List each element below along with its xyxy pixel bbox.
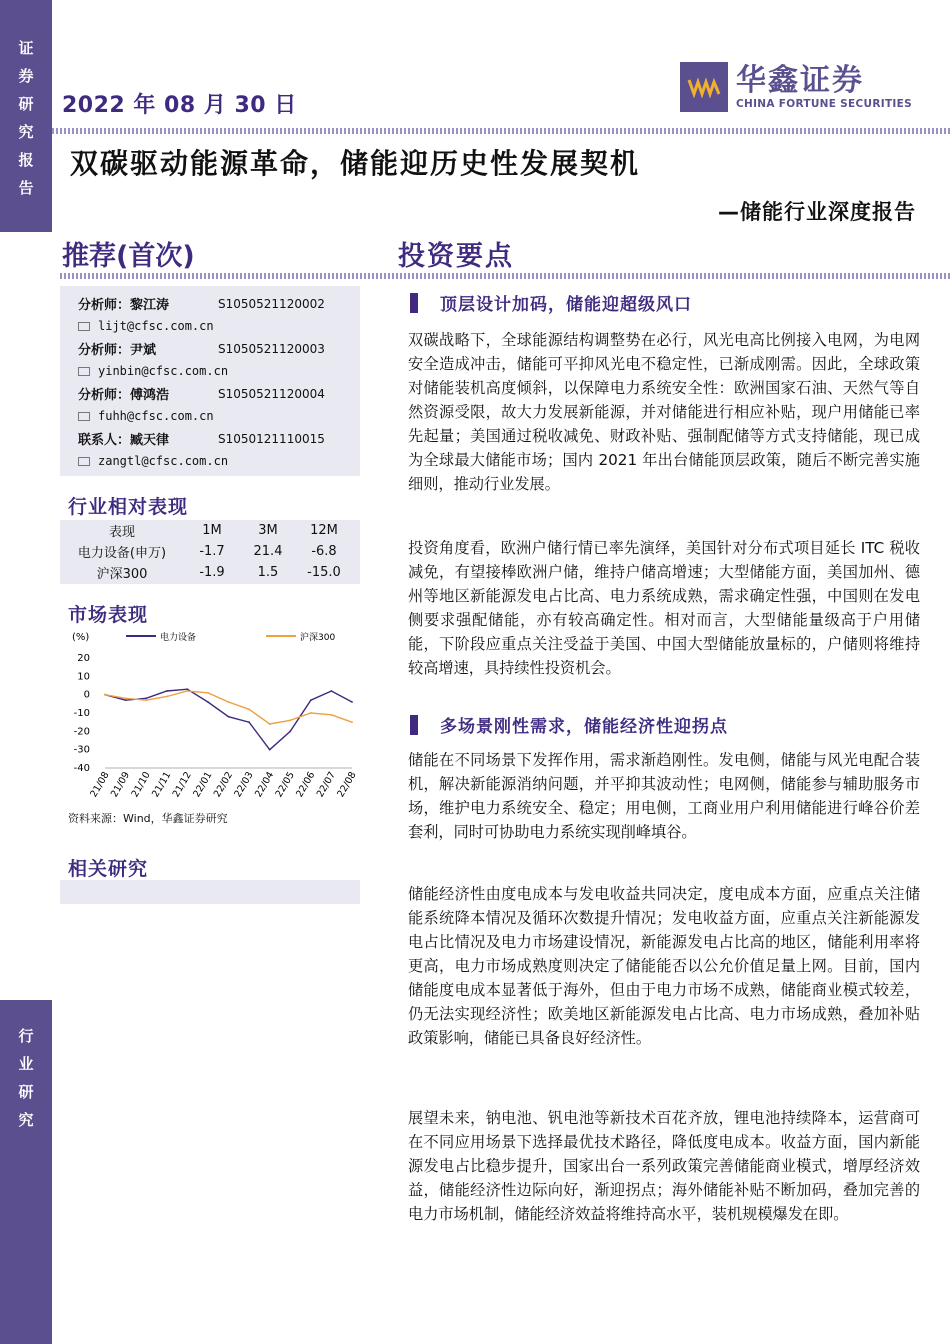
analyst-email-row [78,360,348,382]
analyst-name: 分析师：尹斌 [78,343,157,358]
table-cell: 3M [258,523,278,538]
data-point [228,716,230,718]
y-axis-label: (%) [72,632,90,643]
heading-marker [410,715,418,735]
company-logo [680,62,912,112]
analyst-row [78,427,348,450]
paragraph: 储能经济性由度电成本与发电收益共同决定，度电成本方面，应重点关注储能系统降本情况及循环次数提升情况；发电收益方面，应重点关注新能源发电占比情况及电力市场建设情况，新能源发电占比高的地区，储能利用率将更高，电力市场成熟度则决定了储能能否以公允价值足量上网。目前，国内储能度电成本显著低于海外，但由于电力市场不成熟，储能商业模式较差，仍无法实现经济性；欧美地区新能源发电占比高、电力市场成熟，叠加补贴政策影响，储能已具备良好经济性。 [408,885,920,1047]
x-tick-label: 22/03 [232,770,256,800]
table-cell: -6.8 [311,544,337,559]
paragraph: 双碳战略下，全球能源结构调整势在必行，风光电高比例接入电网，为电网安全造成冲击，储能可平抑风光电不稳定性，已渐成刚需。因此，全球政策对储能装机高度倾斜，以保障电力系统安全性：欧洲国家石油、天然气等自然资源受限，故大力发展新能源，并对储能进行相应补贴，现户用储能已率先起量；美国通过税收减免、财政补贴、强制配储等方式支持储能，现已成为全球最大储能市场；国内 2021 年出台储能顶层政策，随后不断完善实施细则，推动行业发展。 [408,331,920,493]
side-label-bottom [0,1000,52,1344]
rating: 推荐(首次) [62,241,195,272]
analyst-box [60,286,360,476]
section-heading [410,712,728,737]
table-row [60,541,360,562]
data-point [248,721,250,723]
market-heading: 市场表现 [68,604,149,626]
data-point [310,712,312,714]
section-heading-text: 顶层设计加码，储能迎超级风口 [440,295,692,315]
data-point [351,721,353,723]
table-cell: -1.9 [199,565,225,580]
report-title: 双碳驱动能源革命，储能迎历史性发展契机 [70,147,641,180]
perf-table [60,520,360,584]
analyst-row [78,382,348,405]
analyst-email-row [78,315,348,337]
analyst-email[interactable]: yinbin@cfsc.com.cn [98,364,229,378]
analyst-email-row [78,450,348,472]
analyst-id: S1050521120002 [218,296,325,311]
data-point [166,696,168,698]
data-point [351,701,353,703]
table-cell: 电力设备(申万) [77,546,167,561]
paragraph: 储能在不同场景下发挥作用，需求渐趋刚性。发电侧，储能与风光电配合装机，解决新能源消纳问题，并平抑其波动性；电网侧，储能参与辅助服务市场，维护电力系统安全、稳定；用电侧，工商业用户利用储能进行峰谷价差套利，同时可协助电力系统实现削峰填谷。 [408,751,920,841]
data-point [228,701,230,703]
chart-svg [60,626,360,810]
analyst-name: 分析师：黎江涛 [78,298,170,313]
analyst-id: S1050521120004 [218,386,325,401]
data-point [331,714,333,716]
side-char: 究 [18,123,34,141]
side-char: 告 [18,179,34,197]
heading-marker [410,293,418,313]
data-point [145,697,147,699]
mail-icon [78,412,90,421]
x-tick-label: 21/09 [108,770,133,800]
side-char: 证 [18,39,34,57]
logo-en: CHINA FORTUNE SECURITIES [736,98,912,110]
data-point [269,723,271,725]
x-tick-label: 21/11 [150,770,174,800]
analyst-email[interactable]: lijt@cfsc.com.cn [98,319,214,333]
paragraph: 展望未来，钠电池、钒电池等新技术百花齐放，锂电池持续降本，运营商可在不同应用场景下选择最优技术路径，降低度电成本。收益方面，国内新能源发电占比稳步提升，国家出台一系列政策完善储能商业模式，增厚经济效益，储能经济性边际向好，渐迎拐点；海外储能补贴不断加码，叠加完善的电力市场机制，储能经济效益将维持高水平，装机规模爆发在即。 [408,1109,920,1223]
section-heading-text: 多场景刚性需求，储能经济性迎拐点 [440,717,728,737]
data-point [207,692,209,694]
paragraph: 投资角度看，欧洲户储行情已率先演绎，美国针对分布式项目延长 ITC 税收减免，有望接棒欧洲户储，维持户储高增速；大型储能方面，美国加州、德州等地区新能源发电占比高、电力系统成熟，需求确定性强，中国则在发电侧要求强配储能，亦有较高确定性。相对而言，大型储能量级高于户用储能，下阶段应重点关注受益于美国、中国大型储能放量标的，户储则将维持较高增速，具持续性投资机会。 [408,539,920,677]
data-point [248,708,250,710]
table-cell: 21.4 [253,544,283,559]
side-char: 究 [18,1111,34,1129]
x-tick-label: 21/12 [170,770,194,800]
x-tick-label: 22/05 [273,770,297,800]
x-tick-label: 22/02 [211,770,236,800]
x-tick-label: 21/08 [88,770,112,800]
chart-source: 资料来源：Wind，华鑫证券研究 [68,812,228,825]
analyst-email[interactable]: fuhh@cfsc.com.cn [98,409,214,423]
analyst-name: 联系人：臧天律 [78,433,170,448]
table-row [60,562,360,583]
x-tick-label: 22/07 [314,770,339,800]
divider [52,128,950,134]
analyst-name: 分析师：傅鸿浩 [78,388,170,403]
y-tick-label: -10 [73,708,90,719]
mail-icon [78,367,90,376]
x-tick-label: 21/10 [129,770,153,800]
x-tick-label: 22/01 [191,770,215,800]
data-point [289,730,291,732]
table-header [60,520,360,541]
side-char: 行 [18,1027,34,1045]
side-char: 券 [18,67,34,85]
x-tick-label: 22/04 [253,770,277,800]
y-tick-label: 0 [83,689,90,701]
data-point [125,699,127,701]
data-point [269,749,271,751]
table-cell: 12M [310,523,338,538]
side-char: 业 [18,1055,34,1073]
report-date: 2022 年 08 月 30 日 [62,93,297,118]
y-tick-label: 10 [77,671,90,683]
side-char: 报 [18,151,34,169]
analyst-id: S1050521120003 [218,341,325,356]
analyst-row [78,337,348,360]
table-cell: -1.7 [199,544,225,559]
table-cell: 表现 [108,525,135,540]
mail-icon [78,457,90,466]
mail-icon [78,322,90,331]
side-char: 研 [18,1083,34,1101]
data-point [186,688,188,690]
legend-label: 沪深300 [300,633,336,643]
report-subtitle: —储能行业深度报告 [718,200,916,224]
analyst-id: S1050121110015 [218,431,325,446]
y-tick-label: 20 [77,653,90,664]
divider [60,273,950,279]
data-point [289,719,291,721]
data-point [104,694,106,696]
table-cell: -15.0 [307,565,341,580]
data-point [186,690,188,692]
y-tick-label: -40 [73,763,90,774]
related-box [60,880,360,904]
side-label-top [0,0,52,232]
logo-icon [680,62,728,112]
analyst-row [78,292,348,315]
series-line [105,691,352,724]
y-tick-label: -30 [73,744,90,756]
y-tick-label: -20 [73,726,90,738]
section-heading [410,290,692,315]
related-heading: 相关研究 [68,858,149,880]
industry-perf-heading: 行业相对表现 [68,496,189,518]
data-point [166,690,168,692]
data-point [125,697,127,699]
keypoints-title: 投资要点 [398,241,514,272]
data-point [331,690,333,692]
legend-label: 电力设备 [160,633,197,643]
data-point [207,701,209,703]
data-point [310,699,312,701]
table-cell: 沪深300 [96,567,148,582]
x-tick-label: 22/08 [335,770,359,800]
table-cell: 1M [202,523,222,538]
market-chart [60,626,360,826]
series-line [105,689,352,750]
data-point [145,699,147,701]
side-char: 研 [18,95,34,113]
analyst-email[interactable]: zangtl@cfsc.com.cn [98,454,229,468]
x-tick-label: 22/06 [294,770,318,800]
analyst-email-row [78,405,348,427]
table-cell: 1.5 [257,565,279,580]
logo-cn: 华鑫证券 [736,63,864,98]
